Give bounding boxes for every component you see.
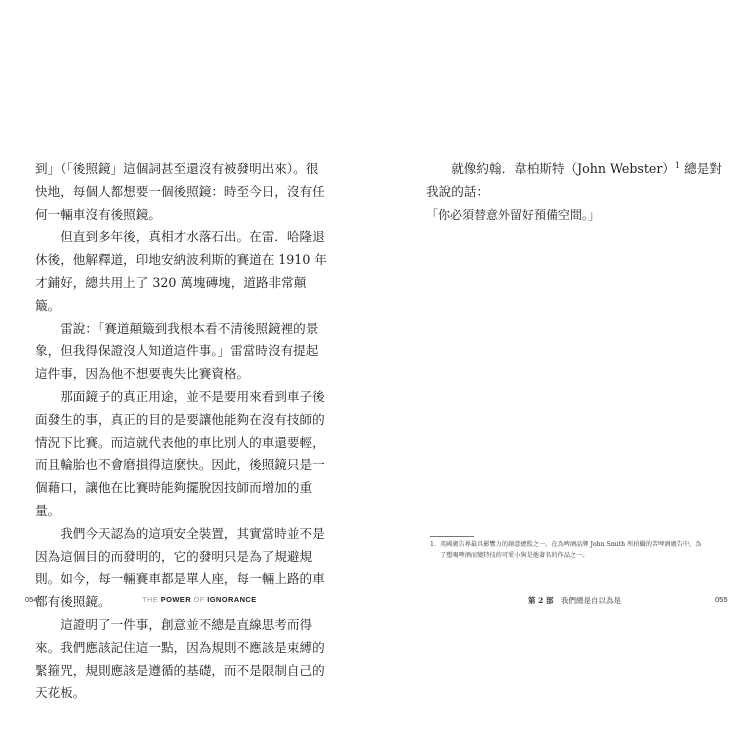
left-body-text — [35, 158, 329, 705]
right-page — [375, 0, 750, 750]
footnote-text: 了塑喝啤酒而變特技的可愛小狗是他著名的作品之一。 — [440, 551, 589, 559]
quote: 「你必須替意外留好預備空間。」 — [426, 207, 601, 222]
paragraph-text: 總是對我說的話： — [426, 161, 722, 199]
right-page-number: 055 — [715, 595, 728, 604]
paragraph-text: 就像約翰．韋柏斯特（John Webster） — [451, 161, 676, 176]
footnote-marker: 1 — [675, 160, 681, 170]
paragraph — [426, 158, 726, 204]
footnote-divider — [430, 536, 474, 537]
paragraph: 我們今天認為的這項安全裝置，其實當時並不是因為這個目的而發明的，它的發明只是為了規避規則。如今，每一輛賽車都是單人座，每一輛上路的車都有後照鏡。 — [35, 525, 325, 610]
part-label: 第 2 部 — [528, 596, 554, 605]
part-title: 我們總是自以為是 — [560, 596, 621, 605]
book-title-part: IGNORANCE — [207, 595, 257, 604]
paragraph: 雷說：「賽道顛簸到我根本看不清後照鏡裡的景象，但我得保證沒人知道這件事。」雷當時沒有提起這件事，因為他不想要喪失比賽資格。 — [35, 320, 319, 382]
footnote — [430, 540, 735, 561]
paragraph: 那面鏡子的真正用途，並不是要用來看到車子後面發生的事，真正的目的是要讓他能夠在沒有技師的情況下比賽。而這就代表他的車比別人的車還要輕，而且輪胎也不會磨損得這麼快。因此，後照鏡只是一個藉口，讓他在比賽時能夠擺脫因技師而增加的重量。 — [35, 388, 325, 518]
right-body-text — [426, 158, 726, 226]
book-title-part: POWER — [160, 595, 192, 604]
book-title-part: OF — [191, 595, 208, 604]
paragraph: 到」（「後照鏡」這個詞甚至還沒有被發明出來）。很快地，每個人都想要一個後照鏡：時至今日，沒有任何一輛車沒有後照鏡。 — [35, 161, 325, 222]
running-head-book-title — [142, 595, 257, 604]
book-title-part: THE — [142, 595, 161, 604]
running-head-part — [528, 595, 621, 606]
paragraph: 但直到多年後，真相才水落石出。在雷．哈隆退休後，他解釋道，印地安納波利斯的賽道在 1910 年才鋪好，總共用上了 320 萬塊磚塊，道路非常顛簸。 — [35, 229, 327, 313]
footnote-text: 英國廣告界最具影響力的創意總監之一。在為啤酒品牌 John Smith 所拍攝的苦啤酒廣告中，為 — [440, 541, 702, 548]
left-page-number: 054 — [25, 595, 38, 604]
footnote-number: 1. — [430, 541, 436, 548]
paragraph: 這證明了一件事，創意並不總是直線思考而得來。我們應該記住這一點，因為規則不應該是束縛的緊箍咒，規則應該是遵循的基礎，而不是限制自己的天花板。 — [35, 616, 325, 701]
